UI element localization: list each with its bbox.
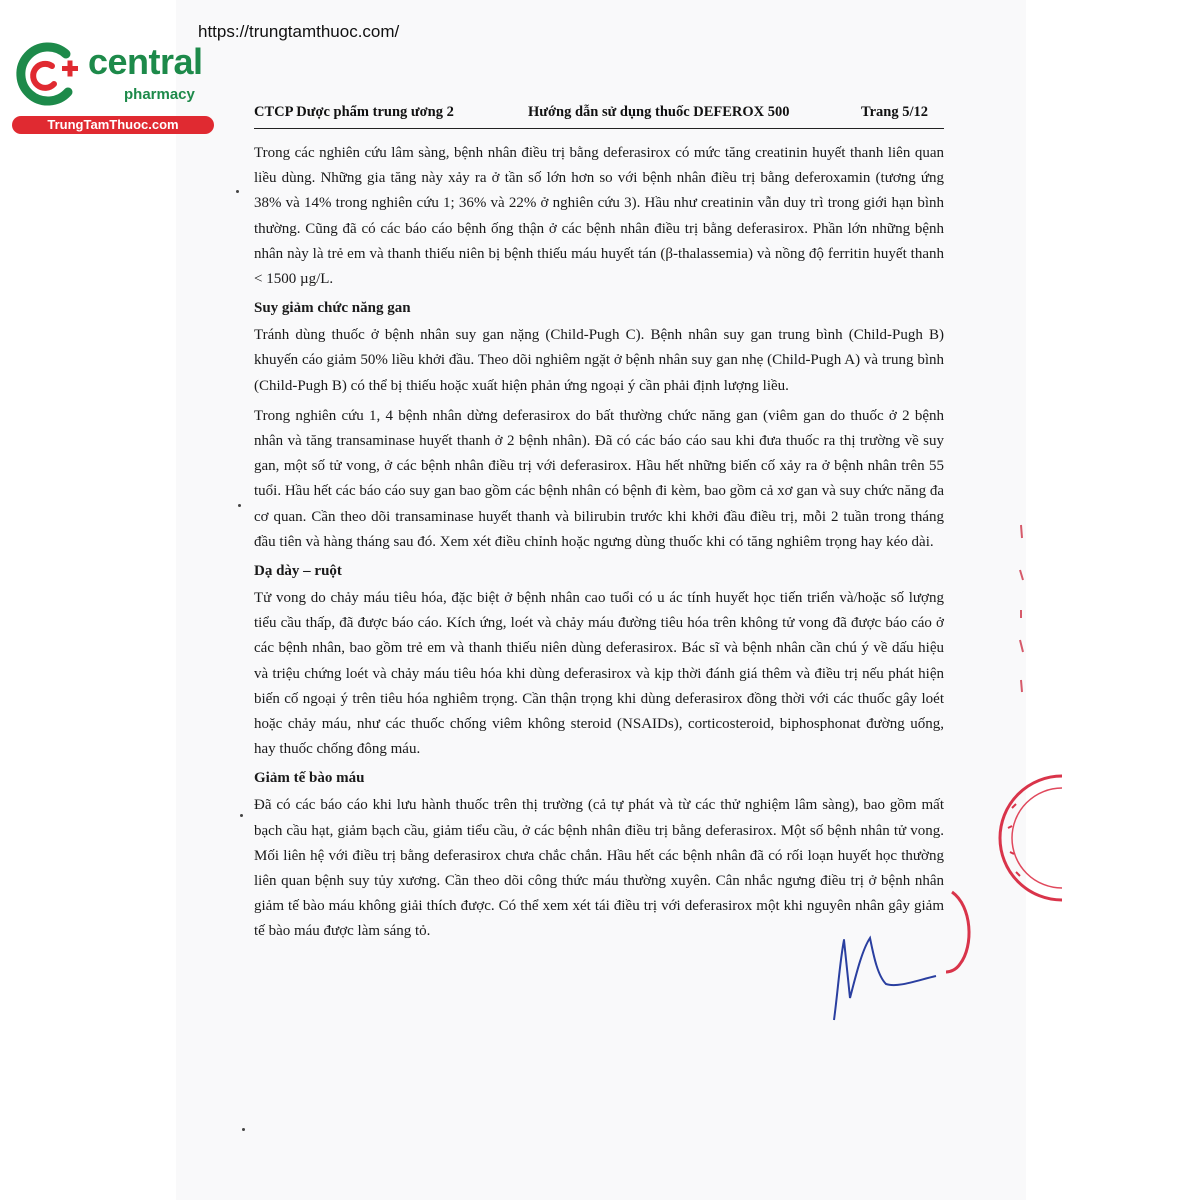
scan-speck — [242, 1128, 245, 1131]
central-c-icon — [12, 40, 82, 110]
brand-site: TrungTamThuoc.com — [12, 116, 214, 134]
gi-paragraph: Tử vong do chảy máu tiêu hóa, đặc biệt ở bệnh nhân cao tuổi có u ác tính huyết học tiến triển và/hoặc số lượng tiểu cầu thấp, đã được báo cáo. Kích ứng, loét và chảy máu đường tiêu hóa trên không tử vong đã được báo cáo ở các bệnh nhân, bao gồm trẻ em và thanh thiếu niên dùng deferasirox. Bác sĩ và bệnh nhân cần chú ý về dấu hiệu và triệu chứng loét và chảy máu tiêu hóa khi dùng deferasirox và kịp thời đánh giá thêm và điều trị nếu phát hiện biến cố ngoại ý trên tiêu hóa nghiêm trọng. Cần thận trọng khi dùng deferasirox đồng thời với các thuốc gây loét hoặc chảy máu, như các thuốc chống viêm không steroid (NSAIDs), corticosteroid, biphosphonat đường uống, hay thuốc chống đông máu. — [254, 590, 944, 758]
handwritten-signature — [826, 880, 976, 1030]
scan-speck — [238, 504, 241, 507]
header-page-number: Trang 5/12 — [861, 104, 928, 120]
section-heading-gi: Dạ dày – ruột — [254, 563, 342, 580]
official-seal-stamp — [992, 768, 1062, 908]
liver-paragraph-1: Tránh dùng thuốc ở bệnh nhân suy gan nặng (Child-Pugh C). Bệnh nhân suy gan trung bình (Child-Pugh B) khuyến cáo giảm 50% liều khởi đầu. Theo dõi nghiêm ngặt ở bệnh nhân suy gan nhẹ (Child-Pugh A) và trung bình (Child-Pugh B) có thể bị thiếu hoặc xuất hiện phản ứng ngoại ý cần phải định lượng liều. — [254, 327, 944, 394]
scan-speck — [236, 190, 239, 193]
page-header — [254, 104, 944, 129]
brand-subtitle: pharmacy — [124, 86, 195, 103]
section-heading-liver: Suy giảm chức năng gan — [254, 300, 411, 317]
red-stamp-fragment — [1016, 520, 1026, 700]
intro-paragraph: Trong các nghiên cứu lâm sàng, bệnh nhân điều trị bằng deferasirox có mức tăng creatinin huyết thanh liên quan liều dùng. Những gia tăng này xảy ra ở tần số lớn hơn so với bệnh nhân điều trị bằng deferoxamin (tương ứng 38% và 14% trong nghiên cứu 1; 36% và 22% ở nghiên cứu 3). Hầu như creatinin vẫn duy trì trong giới hạn bình thường. Cũng đã có các báo cáo bệnh ống thận ở các bệnh nhân điều trị bằng deferasirox. Phần lớn những bệnh nhân này là trẻ em và thanh thiếu niên bị bệnh thiếu máu huyết tán (β-thalassemia) và nồng độ ferritin huyết thanh < 1500 µg/L. — [254, 145, 944, 288]
watermark-url: https://trungtamthuoc.com/ — [198, 22, 400, 41]
section-heading-cytopenia: Giảm tế bào máu — [254, 770, 365, 787]
scan-speck — [240, 814, 243, 817]
document-body — [254, 141, 944, 950]
cytopenia-paragraph: Đã có các báo cáo khi lưu hành thuốc trên thị trường (cả tự phát và từ các thử nghiệm lâm sàng), bao gồm mất bạch cầu hạt, giảm bạch cầu, giảm tiểu cầu, ở các bệnh nhân điều trị bằng deferasirox. Một số bệnh nhân tử vong. Mối liên hệ với điều trị bằng deferasirox chưa chắc chắn. Hầu hết các bệnh nhân đã có rối loạn huyết học thường liên quan bệnh suy tủy xương. Cần theo dõi công thức máu thường xuyên. Cân nhắc ngưng điều trị ở bệnh nhân giảm tế bào máu không giải thích được. Có thể xem xét tái điều trị với deferasirox một khi nguyên nhân gây giảm tế bào máu được làm sáng tỏ. — [254, 797, 944, 940]
liver-paragraph-2: Trong nghiên cứu 1, 4 bệnh nhân dừng deferasirox do bất thường chức năng gan (viêm gan do thuốc ở 2 bệnh nhân và tăng transaminase huyết thanh ở 2 bệnh nhân). Đã có các báo cáo sau khi đưa thuốc ra thị trường về suy gan, một số tử vong, ở các bệnh nhân điều trị với deferasirox. Hầu hết những biến cố xảy ra ở bệnh nhân trên 55 tuổi. Hầu hết các báo cáo suy gan bao gồm các bệnh nhân có bệnh đi kèm, bao gồm cả xơ gan và suy chức năng đa cơ quan. Cần theo dõi transaminase huyết thanh và bilirubin trước khi khởi đầu điều trị, mỗi 2 tuần trong tháng đầu tiên và hàng tháng sau đó. Xem xét điều chỉnh hoặc ngưng dùng thuốc khi có tăng nghiêm trọng hay kéo dài. — [254, 407, 944, 550]
header-doc-title: Hướng dẫn sử dụng thuốc DEFEROX 500 — [528, 104, 790, 120]
brand-name: central — [88, 41, 203, 82]
header-company: CTCP Dược phẩm trung ương 2 — [254, 104, 454, 120]
pharmacy-logo — [8, 36, 218, 136]
